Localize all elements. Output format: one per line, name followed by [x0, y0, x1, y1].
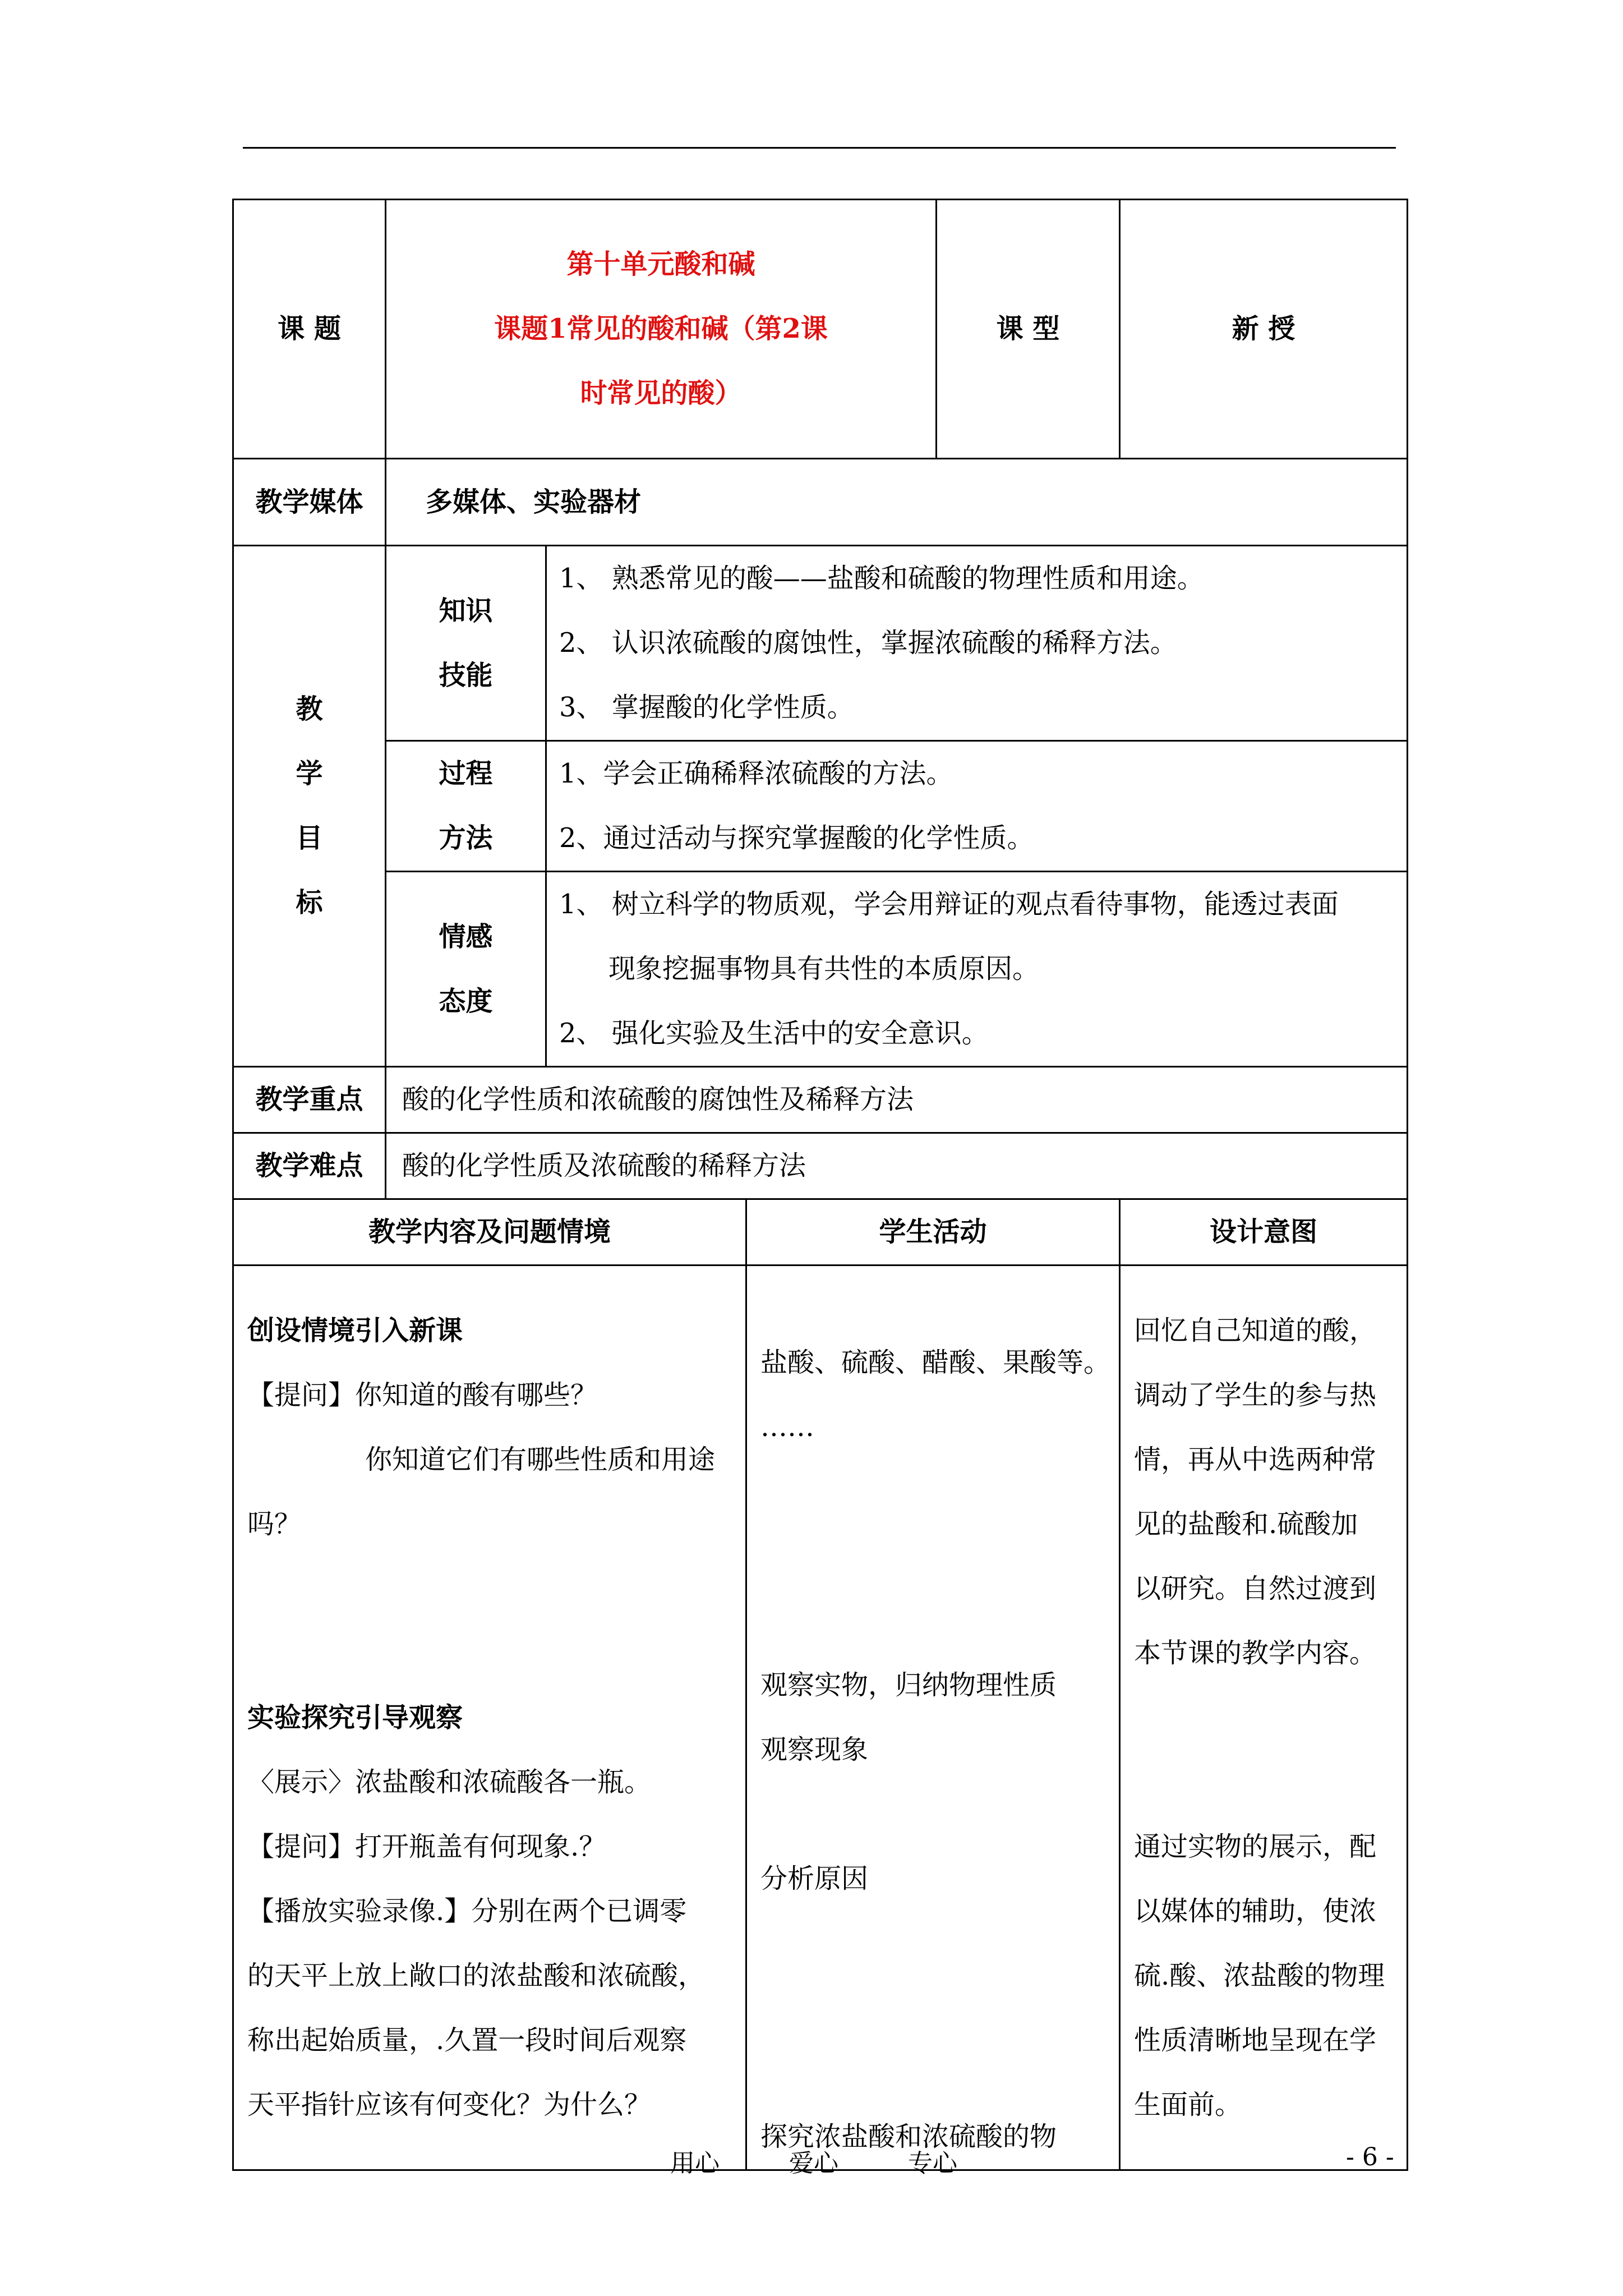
footer-word: 爱心	[789, 2149, 838, 2178]
activity-line: 分析原因	[760, 1863, 869, 1894]
teaching-content-cell	[233, 1266, 746, 2170]
objectives-char-2: 学	[296, 758, 323, 789]
difficult-point-label: 教学难点	[233, 1133, 386, 1199]
spacer	[760, 2040, 1119, 2105]
lesson-title-line3: 时常见的酸）	[580, 378, 742, 409]
lesson-title-line1: 第十单元酸和碱	[566, 249, 755, 280]
process-label-2: 方法	[439, 822, 493, 854]
topic-row	[233, 200, 1408, 459]
lesson-title	[386, 200, 937, 459]
page-number: - 6 -	[1346, 2143, 1394, 2171]
intent-line: 调动了学生的参与热	[1134, 1379, 1377, 1411]
key-point-value: 酸的化学性质和浓硫酸的腐蚀性及稀释方法	[386, 1067, 1408, 1133]
list-item: 1、 熟悉常见的酸——盐酸和硫酸的物理性质和用途。	[559, 563, 1204, 594]
footer-motto	[670, 2143, 1019, 2179]
activity-line: ……	[760, 1411, 814, 1443]
student-activity-cell	[746, 1266, 1120, 2170]
knowledge-label	[386, 546, 546, 741]
topic-label: 课 题	[233, 200, 386, 459]
spacer	[760, 1524, 1119, 1589]
process-items	[546, 741, 1408, 872]
key-point-row	[233, 1067, 1408, 1133]
emotion-label-2: 态度	[439, 985, 493, 1017]
intent-line: 生面前。	[1134, 2088, 1242, 2120]
section-heading: 创设情境引入新课	[247, 1314, 463, 1346]
content-line: 称出起始质量，.久置一段时间后观察	[247, 2024, 687, 2056]
knowledge-label-1: 知识	[439, 595, 493, 627]
intent-line: 回忆自己知道的酸，	[1134, 1314, 1377, 1346]
intent-line: 本节课的教学内容。	[1134, 1637, 1377, 1669]
intent-column-header: 设计意图	[1120, 1199, 1408, 1266]
intent-line: 通过实物的展示，配	[1134, 1830, 1377, 1862]
activity-line: 观察实物，归纳物理性质	[760, 1669, 1057, 1701]
intent-line: 以媒体的辅助，使浓	[1134, 1895, 1377, 1927]
content-line: 〈展示〉浓盐酸和浓硫酸各一瓶。	[247, 1766, 652, 1798]
knowledge-items	[546, 546, 1408, 741]
objectives-char-4: 标	[296, 887, 323, 918]
spacer	[1134, 1750, 1407, 1815]
content-line: 吗？	[247, 1508, 302, 1540]
activity-column-header: 学生活动	[746, 1199, 1120, 1266]
intent-line: 情，再从中选两种常	[1134, 1443, 1377, 1475]
list-item-continuation: 现象挖掘事物具有共性的本质原因。	[608, 953, 1040, 984]
spacer	[247, 1557, 745, 1621]
difficult-point-value: 酸的化学性质及浓硫酸的稀释方法	[386, 1133, 1408, 1199]
activity-line: 盐酸、硫酸、醋酸、果酸等。	[760, 1347, 1111, 1378]
lesson-title-line2: 课题1常见的酸和碱（第2课	[494, 313, 828, 344]
lesson-plan-table	[232, 199, 1408, 2171]
type-label: 课 型	[937, 200, 1120, 459]
content-line: 你知道它们有哪些性质和用途	[365, 1443, 716, 1475]
media-label: 教学媒体	[233, 459, 386, 546]
media-row	[233, 459, 1408, 546]
footer-word: 用心	[670, 2149, 720, 2178]
content-line: 的天平上放上敞口的浓盐酸和浓硫酸，	[247, 1959, 706, 1991]
spacer	[760, 1911, 1119, 1976]
emotion-label-1: 情感	[439, 921, 493, 953]
spacer	[1134, 1686, 1407, 1750]
spacer	[760, 1589, 1119, 1653]
content-line: 【提问】打开瓶盖有何现象.？	[247, 1830, 606, 1862]
knowledge-label-2: 技能	[439, 659, 493, 691]
list-item: 2、 强化实验及生活中的安全意识。	[559, 1018, 989, 1049]
objective-process-row	[233, 741, 1408, 872]
list-item: 1、学会正确稀释浓硫酸的方法。	[559, 758, 953, 789]
emotion-label	[386, 872, 546, 1067]
intent-line: 以研究。自然过渡到	[1134, 1572, 1377, 1604]
spacer	[760, 1266, 1119, 1331]
header-rule	[243, 147, 1396, 149]
objectives-char-3: 目	[296, 822, 323, 854]
type-value: 新 授	[1120, 200, 1408, 459]
content-column-header: 教学内容及问题情境	[233, 1199, 746, 1266]
key-point-label: 教学重点	[233, 1067, 386, 1133]
design-intent-cell	[1120, 1266, 1408, 2170]
section-heading: 实验探究引导观察	[247, 1701, 463, 1733]
objectives-char-1: 教	[296, 693, 323, 725]
media-value: 多媒体、实验器材	[386, 459, 1408, 546]
emotion-items	[546, 872, 1408, 1067]
content-line: 【播放实验录像.】分别在两个已调零	[247, 1895, 687, 1927]
content-body-row	[233, 1266, 1408, 2170]
columns-header-row	[233, 1199, 1408, 1266]
spacer	[760, 1460, 1119, 1524]
content-line: 天平指针应该有何变化？为什么？	[247, 2088, 652, 2120]
process-label	[386, 741, 546, 872]
intent-line: 硫.酸、浓盐酸的物理	[1134, 1959, 1385, 1991]
activity-line: 观察现象	[760, 1734, 869, 1765]
activity-line: 探究浓盐酸和浓硫酸的物	[760, 2121, 1057, 2152]
objective-knowledge-row	[233, 546, 1408, 741]
process-label-1: 过程	[439, 758, 493, 789]
spacer	[247, 1621, 745, 1686]
list-item: 3、 掌握酸的化学性质。	[559, 692, 854, 723]
content-line: 【提问】你知道的酸有哪些？	[247, 1379, 598, 1411]
objective-emotion-row	[233, 872, 1408, 1067]
list-item: 1、 树立科学的物质观，学会用辩证的观点看待事物，能透过表面	[559, 889, 1339, 920]
difficult-point-row	[233, 1133, 1408, 1199]
intent-line: 见的盐酸和.硫酸加	[1134, 1508, 1358, 1540]
objectives-label	[233, 546, 386, 1067]
spacer	[760, 1782, 1119, 1847]
list-item: 2、通过活动与探究掌握酸的化学性质。	[559, 822, 1034, 854]
list-item: 2、 认识浓硫酸的腐蚀性，掌握浓硫酸的稀释方法。	[559, 627, 1177, 659]
spacer	[760, 1976, 1119, 2040]
intent-line: 性质清晰地呈现在学	[1134, 2024, 1377, 2056]
footer-word: 专心	[908, 2149, 957, 2178]
